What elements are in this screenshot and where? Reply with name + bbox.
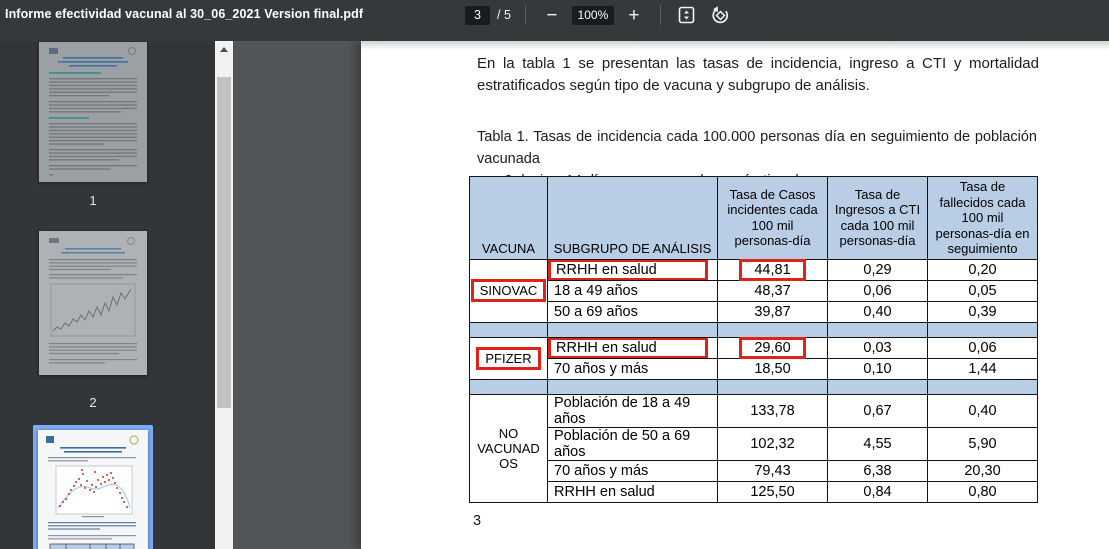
separator-row (470, 322, 1038, 337)
paragraph-line: En la tabla 1 se presentan las tasas de incidencia, ingreso a CTI y mortalidad (477, 55, 1039, 72)
scroll-up-button[interactable] (215, 41, 233, 57)
cti-cell: 0,29 (828, 259, 928, 280)
header-cti: Tasa de Ingresos a CTI cada 100 mil personas-día (828, 177, 928, 260)
vaccine-cell-pfizer (470, 337, 548, 379)
scroll-up-arrow-icon (220, 47, 228, 52)
toolbar-divider (660, 5, 661, 25)
deaths-cell: 0,05 (928, 280, 1038, 301)
subgroup-cell: 70 años y más (548, 460, 718, 481)
pdf-page (361, 41, 1109, 549)
cases-cell: 125,50 (718, 481, 828, 502)
cti-cell: 0,06 (828, 280, 928, 301)
zoom-level-label: 100% (572, 6, 614, 25)
subgroup-cell: RRHH en salud (548, 481, 718, 502)
cti-cell: 6,38 (828, 460, 928, 481)
cti-cell: 0,84 (828, 481, 928, 502)
pdf-toolbar (0, 0, 1109, 41)
table-row (470, 427, 1038, 460)
cti-cell: 0,40 (828, 301, 928, 322)
subgroup-cell: 70 años y más (548, 358, 718, 379)
sidebar-scrollbar[interactable] (215, 41, 233, 549)
cases-cell: 102,32 (718, 427, 828, 460)
cases-cell (718, 259, 828, 280)
page-number-footer: 3 (473, 513, 482, 529)
deaths-cell: 5,90 (928, 427, 1038, 460)
table-row (470, 481, 1038, 502)
table-row (470, 394, 1038, 427)
deaths-cell: 0,40 (928, 394, 1038, 427)
red-highlight-box: RRHH en salud (548, 259, 708, 281)
page-thumbnail-2[interactable] (39, 231, 147, 375)
fit-to-page-button[interactable] (675, 3, 699, 27)
table-row (470, 337, 1038, 358)
document-title: Informe efectividad vacunal al 30_06_2021 Version final.pdf (5, 7, 364, 21)
table-row (470, 280, 1038, 301)
thumbnail-label-2: 2 (89, 395, 97, 410)
fit-to-page-icon (678, 6, 695, 24)
zoom-in-button[interactable]: + (622, 3, 646, 27)
red-highlight-box: PFIZER (476, 347, 540, 370)
toolbar-controls (465, 0, 733, 30)
deaths-cell: 20,30 (928, 460, 1038, 481)
vaccine-cell-no-vacunados: NO VACUNADOS (470, 394, 548, 502)
red-highlight-box: RRHH en salud (548, 337, 708, 359)
subgroup-cell (548, 259, 718, 280)
table-row (470, 460, 1038, 481)
cti-cell: 0,10 (828, 358, 928, 379)
page-thumbnail-3[interactable] (38, 430, 148, 549)
table-row (470, 301, 1038, 322)
page-number-input[interactable] (465, 6, 490, 25)
cases-cell: 133,78 (718, 394, 828, 427)
table-header-row (470, 177, 1038, 260)
page-thumbnail-1[interactable] (39, 42, 147, 182)
subgroup-cell: 18 a 49 años (548, 280, 718, 301)
subgroup-cell (548, 337, 718, 358)
caption-line: Tabla 1. Tasas de incidencia cada 100.000 personas día en seguimiento de población vacunada (477, 129, 1037, 167)
paragraph-line: estratificados según tipo de vacuna y subgrupo de análisis. (477, 77, 870, 94)
body-paragraph (477, 53, 1039, 97)
deaths-cell: 0,06 (928, 337, 1038, 358)
cases-cell: 18,50 (718, 358, 828, 379)
incidence-rates-table (469, 176, 1038, 503)
subgroup-cell: Población de 50 a 69 años (548, 427, 718, 460)
deaths-cell: 0,39 (928, 301, 1038, 322)
rotate-button[interactable] (709, 3, 733, 27)
thumbnail-sidebar (0, 41, 215, 549)
cases-cell: 48,37 (718, 280, 828, 301)
subgroup-cell: 50 a 69 años (548, 301, 718, 322)
table-row (470, 358, 1038, 379)
toolbar-divider (525, 5, 526, 25)
cti-cell: 0,67 (828, 394, 928, 427)
header-subgrupo: SUBGRUPO DE ANÁLISIS (548, 177, 718, 260)
table-1-wrapper (469, 176, 1038, 503)
cti-cell: 4,55 (828, 427, 928, 460)
cti-cell: 0,03 (828, 337, 928, 358)
vaccine-cell-sinovac (470, 259, 548, 322)
header-vacuna: VACUNA (470, 177, 548, 260)
red-highlight-box: 29,60 (739, 337, 805, 359)
deaths-cell: 1,44 (928, 358, 1038, 379)
document-viewport[interactable] (233, 41, 1109, 549)
sidebar-scrollbar-thumb[interactable] (217, 77, 231, 408)
cases-cell: 79,43 (718, 460, 828, 481)
red-highlight-box: 44,81 (739, 259, 805, 281)
thumbnail-label-1: 1 (89, 193, 97, 208)
separator-row (470, 379, 1038, 394)
zoom-out-button[interactable]: − (540, 3, 564, 27)
deaths-cell: 0,20 (928, 259, 1038, 280)
header-casos: Tasa de Casos incidentes cada 100 mil personas-día (718, 177, 828, 260)
deaths-cell: 0,80 (928, 481, 1038, 502)
cases-cell (718, 337, 828, 358)
header-fallecidos: Tasa de fallecidos cada 100 mil personas-día en seguimiento (928, 177, 1038, 260)
rotate-counterclockwise-icon (711, 6, 730, 25)
subgroup-cell: Población de 18 a 49 años (548, 394, 718, 427)
table-row (470, 259, 1038, 280)
red-highlight-box: SINOVAC (471, 279, 547, 302)
page-count-label: / 5 (497, 8, 511, 22)
cases-cell: 39,87 (718, 301, 828, 322)
